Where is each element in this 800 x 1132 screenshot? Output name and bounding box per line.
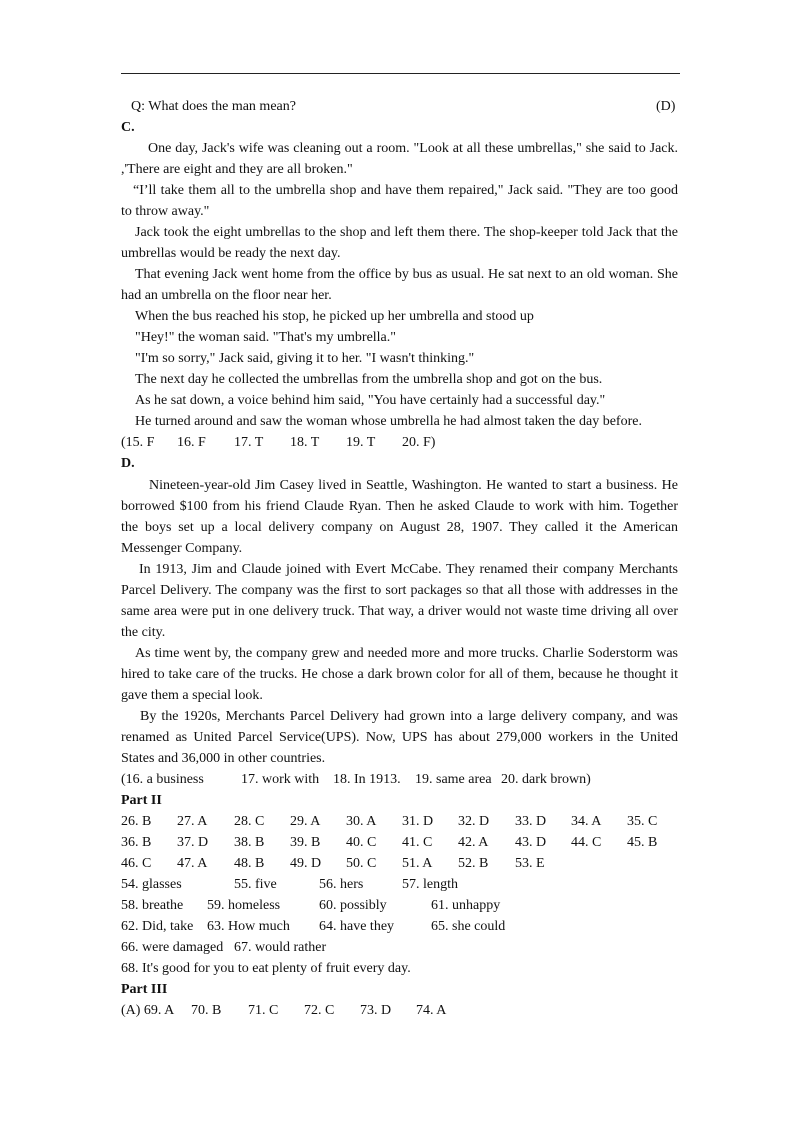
answer-item: 63. How much [207, 919, 290, 934]
section-c-line: Jack took the eight umbrellas to the shop and left them there. The shop-keeper told Jack that the [135, 225, 678, 240]
answer-item: 38. B [234, 835, 265, 850]
answer-item: 51. A [402, 856, 433, 871]
answer-item: 55. five [234, 877, 277, 892]
answer-item: 48. B [234, 856, 265, 871]
answer-item: (15. F [121, 435, 155, 450]
answer-item: 37. D [177, 835, 209, 850]
answer-item: 41. C [402, 835, 433, 850]
answer-item: 29. A [290, 814, 321, 829]
section-c-line: As he sat down, a voice behind him said, "You have certainly had a successful day." [135, 393, 606, 408]
answer-item: 49. D [290, 856, 322, 871]
answer-item: 56. hers [319, 877, 364, 892]
answer-item: 60. possibly [319, 898, 387, 913]
section-c-heading: C. [121, 120, 135, 135]
header-rule [121, 73, 680, 74]
answer-item: 54. glasses [121, 877, 182, 892]
section-c-line: "Hey!" the woman said. "That's my umbrella." [135, 330, 396, 345]
answer-item: 45. B [627, 835, 658, 850]
part2-heading: Part II [121, 793, 162, 808]
part3-heading: Part III [121, 982, 168, 997]
answer-item: 59. homeless [207, 898, 281, 913]
answer-item: 16. F [177, 435, 206, 450]
section-c-line: “I’ll take them all to the umbrella shop and have them repaired," Jack said. "They are too good [133, 183, 678, 198]
question-answer: (D) [656, 99, 676, 114]
answer-item: 61. unhappy [431, 898, 501, 913]
answer-item: 66. were damaged [121, 940, 224, 955]
answer-item: 44. C [571, 835, 602, 850]
answer-item: 17. work with [241, 772, 320, 787]
section-c-line: to throw away." [121, 204, 210, 219]
answer-item: 18. T [290, 435, 320, 450]
answer-item: 46. C [121, 856, 152, 871]
answer-item: 36. B [121, 835, 152, 850]
answer-item: 26. B [121, 814, 152, 829]
section-d-line: States and 36,000 in other countries. [121, 751, 326, 766]
answer-item: 50. C [346, 856, 377, 871]
answer-item: 58. breathe [121, 898, 184, 913]
answer-item: 34. A [571, 814, 602, 829]
answer-item: 62. Did, take [121, 919, 194, 934]
section-c-line: ,'There are eight and they are all broken." [121, 162, 353, 177]
answer-item: 65. she could [431, 919, 506, 934]
section-c-line: The next day he collected the umbrellas from the umbrella shop and got on the bus. [135, 372, 603, 387]
answer-item: 32. D [458, 814, 490, 829]
part2-sentence: 68. It's good for you to eat plenty of fruit every day. [121, 961, 411, 976]
answer-item: 57. length [402, 877, 458, 892]
answer-item: 33. D [515, 814, 547, 829]
answer-item: 73. D [360, 1003, 392, 1018]
section-c-line: "I'm so sorry," Jack said, giving it to her. "I wasn't thinking." [135, 351, 475, 366]
section-d-line: As time went by, the company grew and needed more and more trucks. Charlie Soderstorm was [135, 646, 678, 661]
section-d-line: the boys set up a local delivery company on August 28, 1907. They called it the American [121, 520, 678, 535]
answer-item: 20. dark brown) [501, 772, 591, 787]
answer-item: 19. T [346, 435, 376, 450]
section-d-line: same area were put in one delivery truck. That way, a driver would not waste time driving all over [121, 604, 678, 619]
answer-item: 70. B [191, 1003, 222, 1018]
answer-item: 42. A [458, 835, 489, 850]
answer-item: 71. C [248, 1003, 279, 1018]
answer-item: 19. same area [415, 772, 492, 787]
section-c-line: One day, Jack's wife was cleaning out a room. "Look at all these umbrellas," she said to Jack. [148, 141, 678, 156]
answer-item: 52. B [458, 856, 489, 871]
section-d-line: gave them a special look. [121, 688, 263, 703]
section-c-line: When the bus reached his stop, he picked up her umbrella and stood up [135, 309, 534, 324]
answer-item: (A) 69. A [121, 1003, 175, 1018]
answer-item: 28. C [234, 814, 265, 829]
section-c-line: umbrellas would be ready the next day. [121, 246, 341, 261]
answer-item: 17. T [234, 435, 264, 450]
answer-item: 67. would rather [234, 940, 327, 955]
answer-item: 72. C [304, 1003, 335, 1018]
answer-item: 27. A [177, 814, 208, 829]
section-d-line: the city. [121, 625, 166, 640]
answer-item: 20. F) [402, 435, 436, 450]
answer-item: 40. C [346, 835, 377, 850]
section-d-line: borrowed $100 from his friend Claude Ryan. Then he asked Claude to work with him. Together [121, 499, 678, 514]
answer-item: 47. A [177, 856, 208, 871]
section-c-line: That evening Jack went home from the office by bus as usual. He sat next to an old woman. She [135, 267, 678, 282]
section-d-heading: D. [121, 456, 135, 471]
section-d-line: Parcel Delivery. The company was the first to sort packages so that all those with addresses in the [121, 583, 678, 598]
answer-item: 39. B [290, 835, 321, 850]
answer-item: 64. have they [319, 919, 395, 934]
answer-item: 43. D [515, 835, 547, 850]
answer-item: 74. A [416, 1003, 447, 1018]
answer-item: (16. a business [121, 772, 204, 787]
section-c-line: had an umbrella on the floor near her. [121, 288, 332, 303]
answer-item: 31. D [402, 814, 434, 829]
section-d-line: renamed as United Parcel Service(UPS). Now, UPS has about 279,000 workers in the United [121, 730, 678, 745]
section-d-line: Messenger Company. [121, 541, 243, 556]
answer-item: 30. A [346, 814, 377, 829]
answer-item: 18. In 1913. [333, 772, 401, 787]
section-d-line: Nineteen-year-old Jim Casey lived in Seattle, Washington. He wanted to start a business. He [149, 478, 678, 493]
answer-item: 53. E [515, 856, 545, 871]
section-d-line: By the 1920s, Merchants Parcel Delivery had grown into a large delivery company, and was [140, 709, 678, 724]
section-d-line: In 1913, Jim and Claude joined with Evert McCabe. They renamed their company Merchants [139, 562, 678, 577]
section-c-line: He turned around and saw the woman whose umbrella he had almost taken the day before. [135, 414, 642, 429]
question-text: Q: What does the man mean? [131, 99, 296, 114]
answer-item: 35. C [627, 814, 658, 829]
section-d-line: hired to take care of the trucks. He chose a dark brown color for all of them, because he thought it [121, 667, 678, 682]
